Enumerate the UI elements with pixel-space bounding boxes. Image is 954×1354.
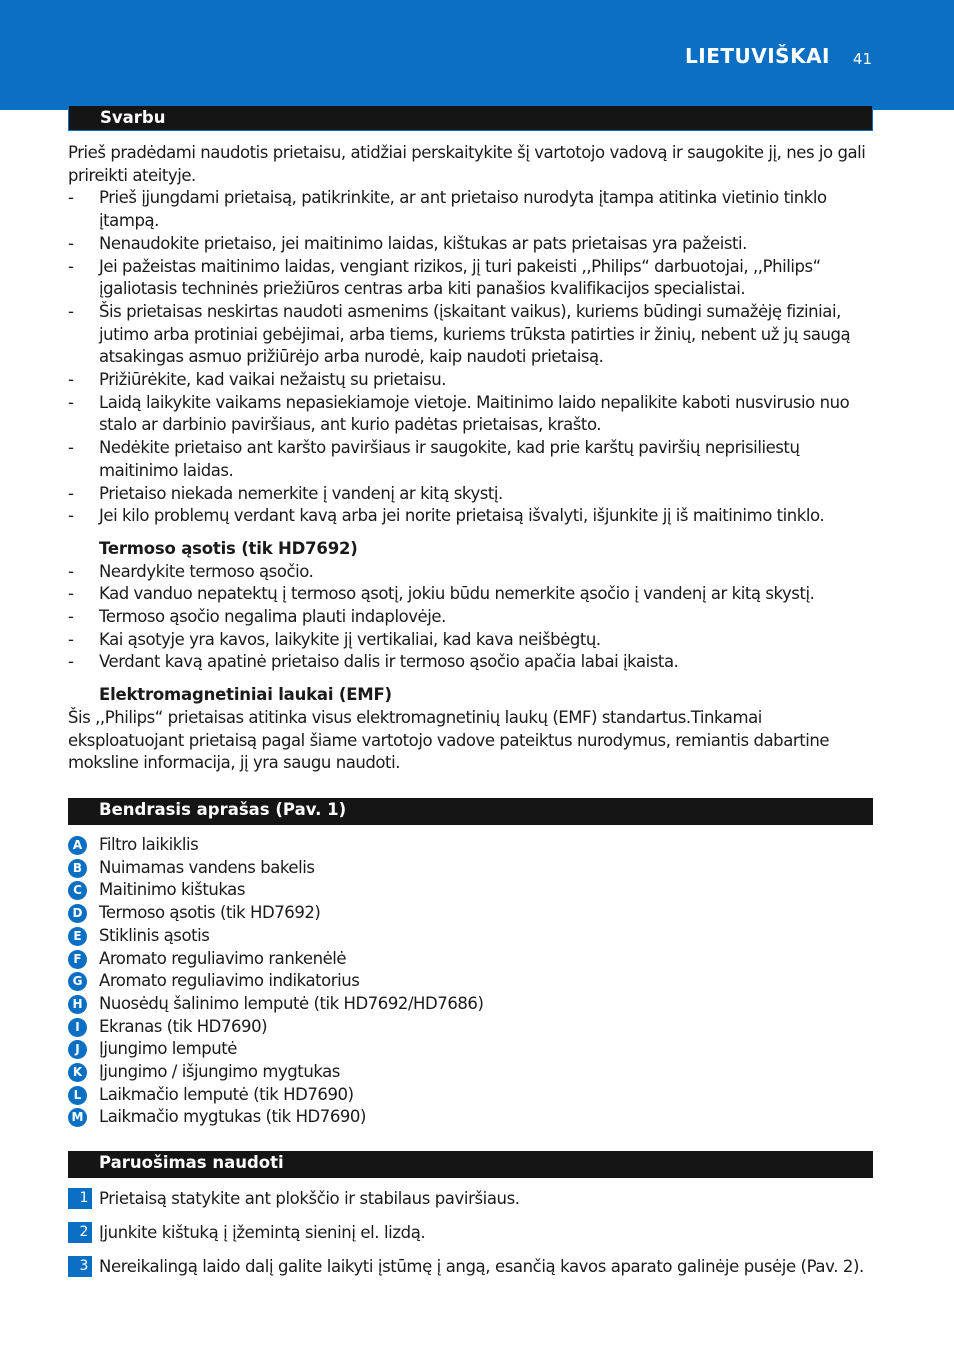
part-label: Ekranas (tik HD7690): [99, 1016, 268, 1036]
part-item: [68, 993, 868, 1016]
part-letter-badge: G: [68, 972, 87, 991]
part-item: [68, 857, 868, 880]
dash-marker: -: [68, 188, 74, 208]
section-bar-description: [68, 798, 873, 825]
list-item-text: Prižiūrėkite, kad vaikai nežaistų su prietaisu.: [99, 370, 447, 390]
part-letter-badge: H: [68, 995, 87, 1014]
list-item-text: Neardykite termoso ąsočio.: [99, 561, 314, 581]
emf-heading: Elektromagnetiniai laukai (EMF): [99, 685, 392, 705]
list-item-text: Prietaiso niekada nemerkite į vandenį ar kitą skystį.: [99, 483, 503, 503]
part-letter-badge: D: [68, 904, 87, 923]
thermos-heading: Termoso ąsotis (tik HD7692): [99, 538, 358, 558]
step-text: Įjunkite kištuką į įžemintą sieninį el. lizdą.: [99, 1223, 426, 1242]
part-label: Nuimamas vandens bakelis: [99, 857, 315, 877]
emf-paragraph: Šis ,,Philips“ prietaisas atitinka visus elektromagnetinių laukų (EMF) standartus.Tinkamai eksploatuojant prietaisą pagal šiame vartotojo vadove pateiktus nurodymus, remiantis dabartine moksline informacija, jį yra saugu naudoti.: [68, 707, 830, 773]
part-item: [68, 902, 868, 925]
list-item: [68, 369, 878, 392]
list-item: [68, 187, 878, 232]
part-item: [68, 925, 868, 948]
list-item-text: Nenaudokite prietaiso, jei maitinimo laidas, kištukas ar pats prietaisas yra pažeisti.: [99, 233, 747, 253]
part-letter-badge: F: [68, 950, 87, 969]
section-bar-preparation: [68, 1151, 873, 1178]
list-item: [68, 392, 878, 437]
list-item-text: Jei pažeistas maitinimo laidas, vengiant rizikos, jį turi pakeisti ,,Philips“ darbuotojai, ,,Philips“ įgaliotasis techninės priežiūros centras arba kiti panašios kvalifikacijos specialistai.: [99, 256, 821, 299]
part-item: [68, 1016, 868, 1039]
section-title: Bendrasis aprašas (Pav. 1): [99, 800, 347, 819]
part-letter-badge: K: [68, 1063, 87, 1082]
dash-marker: -: [68, 483, 74, 503]
list-item-text: Verdant kavą apatinė prietaiso dalis ir termoso ąsočio apačia labai įkaista.: [99, 652, 679, 672]
dash-marker: -: [68, 370, 74, 390]
dash-marker: -: [68, 392, 74, 412]
list-item: [68, 233, 878, 256]
list-item: [68, 483, 878, 506]
page-header-bar: [0, 0, 954, 110]
part-item: [68, 1106, 868, 1129]
part-letter-badge: L: [68, 1086, 87, 1105]
section-title: Svarbu: [100, 108, 166, 127]
part-item: [68, 879, 868, 902]
dash-marker: -: [68, 301, 74, 321]
section-title: Paruošimas naudoti: [99, 1153, 284, 1172]
dash-marker: -: [68, 561, 74, 581]
part-label: Įjungimo / išjungimo mygtukas: [99, 1062, 340, 1082]
part-letter-badge: M: [68, 1108, 87, 1127]
list-item: [68, 651, 878, 674]
part-item: [68, 834, 868, 857]
part-letter-badge: A: [68, 836, 87, 855]
step-number-badge: 1: [68, 1188, 92, 1209]
part-label: Maitinimo kištukas: [99, 880, 245, 900]
part-label: Nuosėdų šalinimo lemputė (tik HD7692/HD7686): [99, 993, 484, 1013]
intro-paragraph: Prieš pradėdami naudotis prietaisu, atidžiai perskaitykite šį vartotojo vadovą ir saugokite jį, nes jo gali prireikti ateityje.: [68, 143, 866, 185]
step-text: Nereikalingą laido dalį galite laikyti įstūmę į angą, esančią kavos aparato galinėje pusėje (Pav. 2).: [99, 1257, 864, 1276]
part-item: [68, 1061, 868, 1084]
part-label: Aromato reguliavimo rankenėlė: [99, 948, 347, 968]
dash-marker: -: [68, 629, 74, 649]
section-bar-important: [68, 103, 873, 131]
list-item-text: Prieš įjungdami prietaisą, patikrinkite, ar ant prietaiso nurodyta įtampa atitinka vietinio tinklo įtampą.: [99, 188, 827, 231]
part-item: [68, 1038, 868, 1061]
part-item: [68, 970, 868, 993]
list-item: [68, 583, 878, 606]
part-item: [68, 1084, 868, 1107]
part-label: Termoso ąsotis (tik HD7692): [99, 903, 321, 923]
part-label: Laikmačio lemputė (tik HD7690): [99, 1084, 354, 1104]
dash-marker: -: [68, 607, 74, 627]
list-item: [68, 256, 878, 301]
step-number-badge: 2: [68, 1222, 92, 1243]
list-item-text: Nedėkite prietaiso ant karšto paviršiaus ir saugokite, kad prie karštų paviršių neprisiliestų maitinimo laidas.: [99, 438, 800, 480]
list-item-text: Kai ąsotyje yra kavos, laikykite jį vertikaliai, kad kava neišbėgtų.: [99, 629, 601, 649]
dash-marker: -: [68, 506, 74, 526]
list-item: [68, 301, 878, 369]
page-number: 41: [852, 50, 872, 68]
part-letter-badge: B: [68, 859, 87, 878]
part-label: Stiklinis ąsotis: [99, 925, 210, 945]
step-number-badge: 3: [68, 1256, 92, 1277]
list-item: [68, 505, 878, 528]
part-label: Laikmačio mygtukas (tik HD7690): [99, 1107, 366, 1127]
dash-marker: -: [68, 652, 74, 672]
part-label: Įjungimo lemputė: [99, 1039, 237, 1059]
list-item: [68, 437, 878, 482]
list-item: [68, 629, 878, 652]
step-text: Prietaisą statykite ant plokščio ir stabilaus paviršiaus.: [99, 1189, 520, 1208]
list-item: [68, 606, 878, 629]
parts-list: [68, 834, 868, 1129]
part-item: [68, 948, 868, 971]
list-item-text: Laidą laikykite vaikams nepasiekiamoje vietoje. Maitinimo laido nepalikite kaboti nusvirusio nuo stalo ar darbinio paviršiaus, ant kurio padėtas prietaisas, krašto.: [99, 392, 850, 435]
dash-marker: -: [68, 256, 74, 276]
part-label: Filtro laikiklis: [99, 835, 199, 854]
dash-marker: -: [68, 438, 74, 458]
list-item-text: Šis prietaisas neskirtas naudoti asmenims (įskaitant vaikus), kuriems būdingi sumažėję fiziniai, jutimo arba protiniai gebėjimai, arba tiems, kuriems trūksta patirties ir žinių, nebent už jų saugą atsakingas asmuo prižiūrėjo arba nurodė, kaip naudoti prietaisą.: [99, 301, 851, 367]
list-item-text: Kad vanduo nepatektų į termoso ąsotį, jokiu būdu nemerkite ąsočio į vandenį ar kitą skystį.: [99, 584, 815, 604]
important-content: [68, 142, 878, 775]
list-item-text: Jei kilo problemų verdant kavą arba jei norite prietaisą išvalyti, išjunkite jį iš maitinimo tinklo.: [99, 506, 825, 526]
dash-marker: -: [68, 584, 74, 604]
list-item: [68, 561, 878, 584]
part-label: Aromato reguliavimo indikatorius: [99, 971, 360, 991]
dash-marker: -: [68, 233, 74, 253]
part-letter-badge: E: [68, 927, 87, 946]
list-item-text: Termoso ąsočio negalima plauti indaplovėje.: [99, 607, 446, 627]
part-letter-badge: J: [68, 1040, 87, 1059]
language-label: LIETUVIŠKAI: [685, 44, 830, 68]
part-letter-badge: C: [68, 881, 87, 900]
part-letter-badge: I: [68, 1018, 87, 1037]
